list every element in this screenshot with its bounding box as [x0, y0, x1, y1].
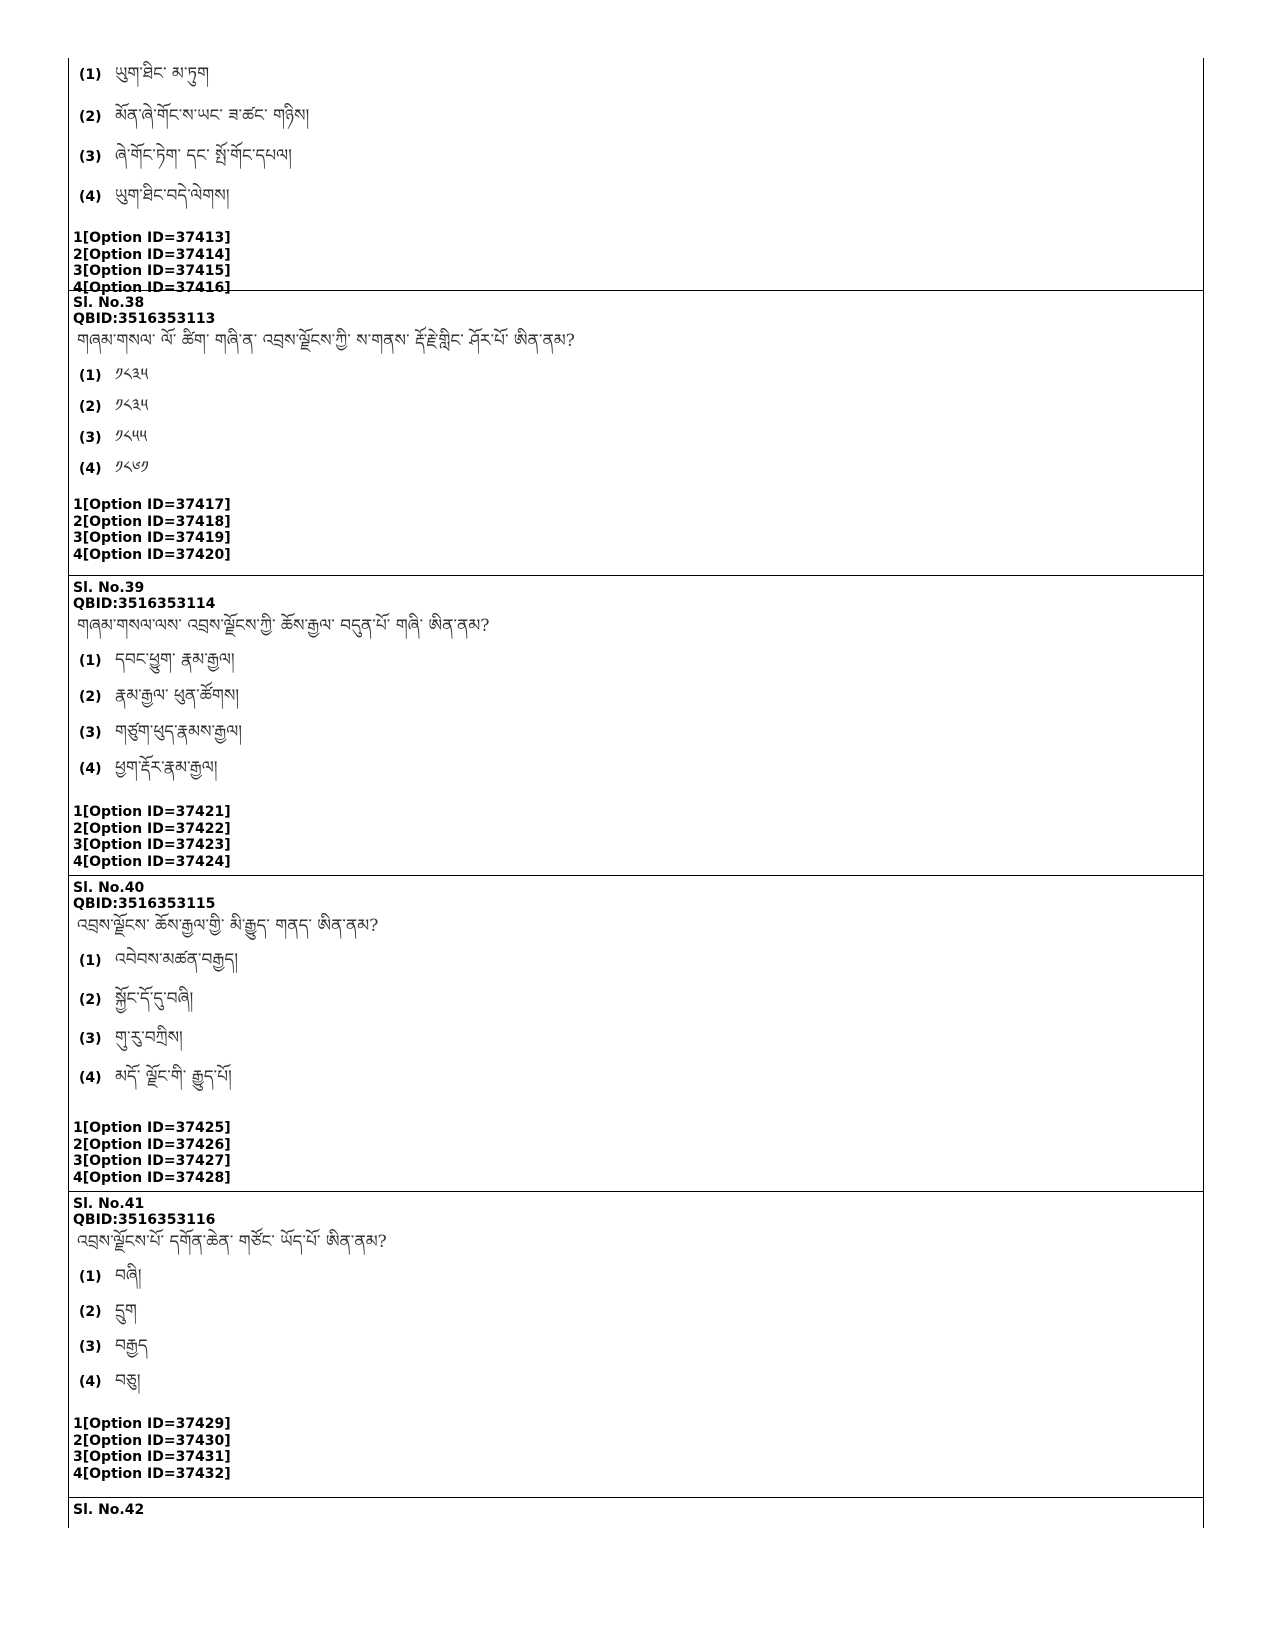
qbid: QBID:3516353114: [73, 596, 216, 612]
option-id: 4[Option ID=37416]: [73, 279, 231, 296]
option-number: (3): [79, 725, 102, 741]
option-row: [73, 752, 1203, 788]
option-id: 4[Option ID=37424]: [73, 853, 231, 870]
question-block: [69, 576, 1203, 876]
serial-number: Sl. No.39: [73, 580, 145, 596]
option-number: (2): [79, 109, 102, 125]
option-text: བརྒྱད: [115, 1336, 148, 1356]
option-text: སྐྱོང་དོ་དུ་བཞི།: [115, 989, 194, 1009]
option-row: [73, 1260, 1203, 1295]
option-row: [73, 1295, 1203, 1330]
option-id: 2[Option ID=37422]: [73, 820, 231, 837]
option-row: [73, 140, 1203, 180]
option-id: 3[Option ID=37423]: [73, 837, 231, 853]
question-text: གཞམ་གསལ་ ལོ་ ཚིག་ གཞི་ན་ འབྲས་ལྗོངས་ཀྱི་ ས་གནས་ རྡོ་རྗེ་གླིང་ ཤོར་པོ་ ཨིན་ནམ?: [77, 331, 575, 351]
option-number: (3): [79, 1031, 102, 1047]
option-row: [73, 983, 1203, 1022]
option-number: (2): [79, 399, 102, 415]
option-number: (2): [79, 1304, 102, 1320]
option-text: ༡༨༣༥: [115, 396, 149, 416]
option-id-list: [73, 497, 1203, 563]
option-id: 4[Option ID=37428]: [73, 1169, 231, 1186]
option-id-list: [73, 804, 1203, 870]
option-text: གཙུག་ཕུད་རྣམས་རྒྱལ།: [115, 722, 242, 742]
option-text: བཞི།: [115, 1266, 142, 1286]
option-text: བཅུ།: [115, 1371, 141, 1391]
option-number: (2): [79, 992, 102, 1008]
option-id: 4[Option ID=37432]: [73, 1465, 231, 1482]
option-text: ཞེ་གོང་ཏེག་ དང་ སྤོ་གོང་དཔལ།: [115, 146, 292, 166]
qbid: QBID:3516353113: [73, 311, 216, 327]
option-number: (4): [79, 1374, 102, 1390]
option-number: (1): [79, 67, 102, 83]
qbid: QBID:3516353116: [73, 1212, 216, 1228]
option-number: (4): [79, 761, 102, 777]
option-id-list: [73, 1416, 1203, 1482]
option-row: [73, 716, 1203, 752]
option-row: [73, 390, 1203, 421]
option-row: [73, 1330, 1203, 1365]
option-row: [73, 100, 1203, 140]
option-number: (2): [79, 689, 102, 705]
question-block: [69, 58, 1203, 296]
option-number: (1): [79, 368, 102, 384]
option-row: [73, 180, 1203, 220]
option-number: (1): [79, 653, 102, 669]
option-number: (1): [79, 953, 102, 969]
option-text: དབང་ཕྱུག་ རྣམ་རྒྱལ།: [115, 650, 235, 670]
question-block: [69, 291, 1203, 576]
option-number: (3): [79, 430, 102, 446]
option-id: 2[Option ID=37430]: [73, 1432, 231, 1449]
option-row: [73, 644, 1203, 680]
option-id: 1[Option ID=37429]: [73, 1416, 231, 1432]
option-row: [73, 1022, 1203, 1061]
serial-number: Sl. No.41: [73, 1196, 145, 1212]
option-text: ༡༨༣༥: [115, 365, 149, 385]
option-row: [73, 452, 1203, 483]
option-text: ༡༨༥༥: [115, 427, 148, 447]
option-id: 3[Option ID=37427]: [73, 1153, 231, 1169]
question-text: གཞམ་གསལ་ལས་ འབྲས་ལྗོངས་ཀྱི་ ཆོས་རྒྱལ་ བདུན་པོ་ གཞི་ ཨིན་ནམ?: [77, 616, 490, 636]
question-block: [69, 1498, 1203, 1528]
question-text: འབྲས་ལྗོངས་པོ་ དགོན་ཆེན་ གཙོང་ ཡོད་པོ་ ཨིན་ནམ?: [77, 1232, 387, 1252]
option-text: ཡུག་ཐིང་ མ་ཏུག: [115, 64, 210, 84]
option-row: [73, 944, 1203, 983]
option-text: དྲུག: [115, 1301, 137, 1321]
serial-number: Sl. No.38: [73, 295, 145, 311]
option-text: མོན་ཞེ་གོང་ས་ཡང་ ཟ་ཚང་ གཉིས།: [115, 106, 310, 126]
option-row: [73, 1365, 1203, 1400]
question-block: [69, 876, 1203, 1192]
option-id-list: [73, 1120, 1203, 1186]
question-block: [69, 1192, 1203, 1498]
option-id: 2[Option ID=37426]: [73, 1136, 231, 1153]
option-id: 3[Option ID=37415]: [73, 263, 231, 279]
serial-number: Sl. No.40: [73, 880, 145, 896]
option-text: ཡུག་ཐིང་བདེ་ལེགས།: [115, 186, 230, 206]
option-text: འབེབས་མཚན་བརྒྱད།: [115, 950, 238, 970]
option-id-list: [73, 230, 1203, 296]
option-number: (3): [79, 149, 102, 165]
option-text: རྣམ་རྒྱལ་ ཕུན་ཚོགས།: [115, 686, 240, 706]
option-text: ཕྱག་རྡོར་རྣམ་རྒྱལ།: [115, 758, 218, 778]
serial-number: Sl. No.42: [73, 1502, 145, 1518]
option-id: 1[Option ID=37417]: [73, 497, 231, 513]
qbid: QBID:3516353115: [73, 896, 216, 912]
option-id: 3[Option ID=37419]: [73, 530, 231, 546]
option-row: [73, 359, 1203, 390]
option-id: 2[Option ID=37414]: [73, 246, 231, 263]
option-text: གུ་རུ་བཀྲིས།: [115, 1028, 183, 1048]
option-id: 1[Option ID=37413]: [73, 230, 231, 246]
option-number: (4): [79, 1070, 102, 1086]
option-id: 1[Option ID=37425]: [73, 1120, 231, 1136]
option-number: (1): [79, 1269, 102, 1285]
option-row: [73, 680, 1203, 716]
option-row: [73, 421, 1203, 452]
option-number: (4): [79, 189, 102, 205]
option-row: [73, 1061, 1203, 1100]
question-sheet: [68, 58, 1204, 1528]
question-text: འབྲས་ལྗོངས་ ཆོས་རྒྱལ་གྱི་ མི་རྒྱུད་ གནད་ ཨིན་ནམ?: [77, 916, 379, 936]
option-row: [73, 58, 1203, 100]
option-id: 3[Option ID=37431]: [73, 1449, 231, 1465]
option-number: (3): [79, 1339, 102, 1355]
option-number: (4): [79, 461, 102, 477]
option-text: མདོ་ ལྗོང་གི་ རྒྱུད་པོ།: [115, 1067, 232, 1087]
option-id: 2[Option ID=37418]: [73, 513, 231, 530]
option-text: ༡༨༦༡: [115, 458, 149, 478]
option-id: 4[Option ID=37420]: [73, 546, 231, 563]
option-id: 1[Option ID=37421]: [73, 804, 231, 820]
